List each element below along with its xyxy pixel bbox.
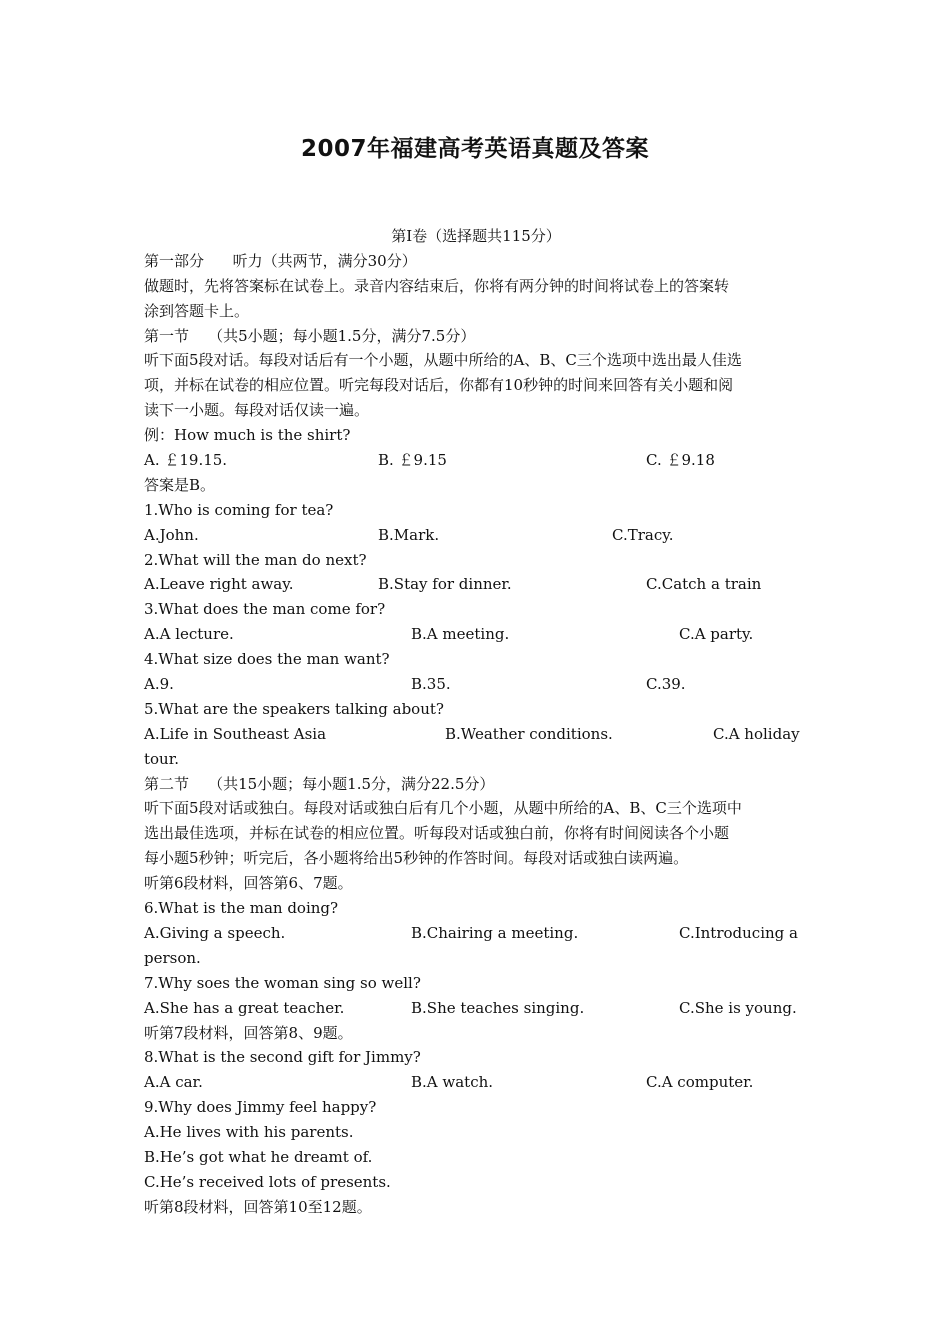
part1-heading: 第一部分 听力（共两节，满分30分） xyxy=(144,251,417,270)
option-a: A.Life in Southeast Asia xyxy=(144,724,327,743)
question-options xyxy=(144,722,808,747)
question: 5.What are the speakers talking about? xyxy=(144,699,444,718)
option-a: A.He lives with his parents. xyxy=(144,1123,354,1142)
option-a: A.She has a great teacher. xyxy=(144,998,345,1017)
question: 4.What size does the man want? xyxy=(144,650,390,669)
question-options xyxy=(144,622,808,647)
option-b: B.A watch. xyxy=(411,1073,494,1092)
section-header: 第Ⅰ卷（选择题共115分） xyxy=(391,227,561,245)
question: 3.What does the man come for? xyxy=(144,600,386,619)
part1-instruction-line: 做题时，先将答案标在试卷上。录音内容结束后，你将有两分钟的时间将试卷上的答案转 xyxy=(144,276,730,295)
option-c: C. ￡9.18 xyxy=(646,451,715,470)
option-b: B.Mark. xyxy=(378,525,440,544)
option-a: A.9. xyxy=(144,675,174,694)
option-c: C.39. xyxy=(646,675,686,694)
example-question: 例：How much is the shirt? xyxy=(144,426,351,445)
option-c: C.She is young. xyxy=(679,998,797,1017)
section2-heading: 第二节 （共15小题；每小题1.5分，满分22.5分） xyxy=(144,774,495,793)
section1-instruction-line: 听下面5段对话。每段对话后有一个小题，从题中所给的A、B、C三个选项中选出最人佳选 xyxy=(144,351,742,370)
material-heading: 听第6段材料，回答第6、7题。 xyxy=(144,874,353,893)
option-a: A.Giving a speech. xyxy=(144,923,286,942)
option-a: A. ￡19.15. xyxy=(144,451,228,470)
material-heading: 听第8段材料，回答第10至12题。 xyxy=(144,1197,372,1216)
question: 9.Why does Jimmy feel happy? xyxy=(144,1098,377,1117)
section1-heading: 第一节 （共5小题；每小题1.5分，满分7.5分） xyxy=(144,326,476,345)
option-c-continuation: tour. xyxy=(144,749,180,768)
section2-instruction-line: 每小题5秒钟；听完后，各小题将给出5秒钟的作答时间。每段对话或独白读两遍。 xyxy=(144,849,689,868)
question-options xyxy=(144,996,808,1021)
question: 1.Who is coming for tea? xyxy=(144,500,334,519)
section1-instruction-line: 项，并标在试卷的相应位置。听完每段对话后，你都有10秒钟的时间来回答有关小题和阅 xyxy=(144,376,734,395)
material-heading: 听第7段材料，回答第8、9题。 xyxy=(144,1023,353,1042)
option-c: C.Introducing a xyxy=(679,923,798,942)
document-title: 2007年福建高考英语真题及答案 xyxy=(300,136,649,162)
option-b: B.He’s got what he dreamt of. xyxy=(144,1147,373,1166)
option-a: A.A lecture. xyxy=(144,625,234,644)
option-b: B.A meeting. xyxy=(411,625,510,644)
option-b: B.Weather conditions. xyxy=(445,724,613,743)
option-c: C.He’s received lots of presents. xyxy=(144,1172,391,1191)
option-c: C.A holiday xyxy=(713,724,800,743)
option-c: C.Catch a train xyxy=(646,575,762,594)
option-b: B.35. xyxy=(411,675,451,694)
question-options xyxy=(144,921,808,946)
question: 6.What is the man doing? xyxy=(144,899,339,918)
option-a: A.A car. xyxy=(144,1073,203,1092)
option-c: C.Tracy. xyxy=(612,525,674,544)
question-options xyxy=(144,672,808,697)
question-options xyxy=(144,572,808,597)
part1-instruction-line: 涂到答题卡上。 xyxy=(144,301,250,320)
question-options xyxy=(144,523,808,548)
option-a: A.Leave right away. xyxy=(144,575,294,594)
option-b: B.Stay for dinner. xyxy=(378,575,512,594)
option-c: C.A party. xyxy=(679,625,754,644)
option-c: C.A computer. xyxy=(646,1073,754,1092)
section2-instruction-line: 选出最佳选项，并标在试卷的相应位置。听每段对话或独白前，你将有时间阅读各个小题 xyxy=(144,824,730,843)
option-a: A.John. xyxy=(144,525,199,544)
question: 2.What will the man do next? xyxy=(144,550,367,569)
section1-instruction-line: 读下一小题。每段对话仅读一遍。 xyxy=(144,401,370,420)
option-b: B.Chairing a meeting. xyxy=(411,923,579,942)
question: 7.Why soes the woman sing so well? xyxy=(144,973,421,992)
document-body xyxy=(144,224,808,1220)
option-b: B. ￡9.15 xyxy=(378,451,447,470)
option-b: B.She teaches singing. xyxy=(411,998,585,1017)
question-options xyxy=(144,1070,808,1095)
section2-instruction-line: 听下面5段对话或独白。每段对话或独白后有几个小题，从题中所给的A、B、C三个选项中 xyxy=(144,799,742,818)
example-options xyxy=(144,448,808,473)
example-answer: 答案是B。 xyxy=(144,475,216,494)
option-c-continuation: person. xyxy=(144,948,201,967)
question: 8.What is the second gift for Jimmy? xyxy=(144,1048,421,1067)
